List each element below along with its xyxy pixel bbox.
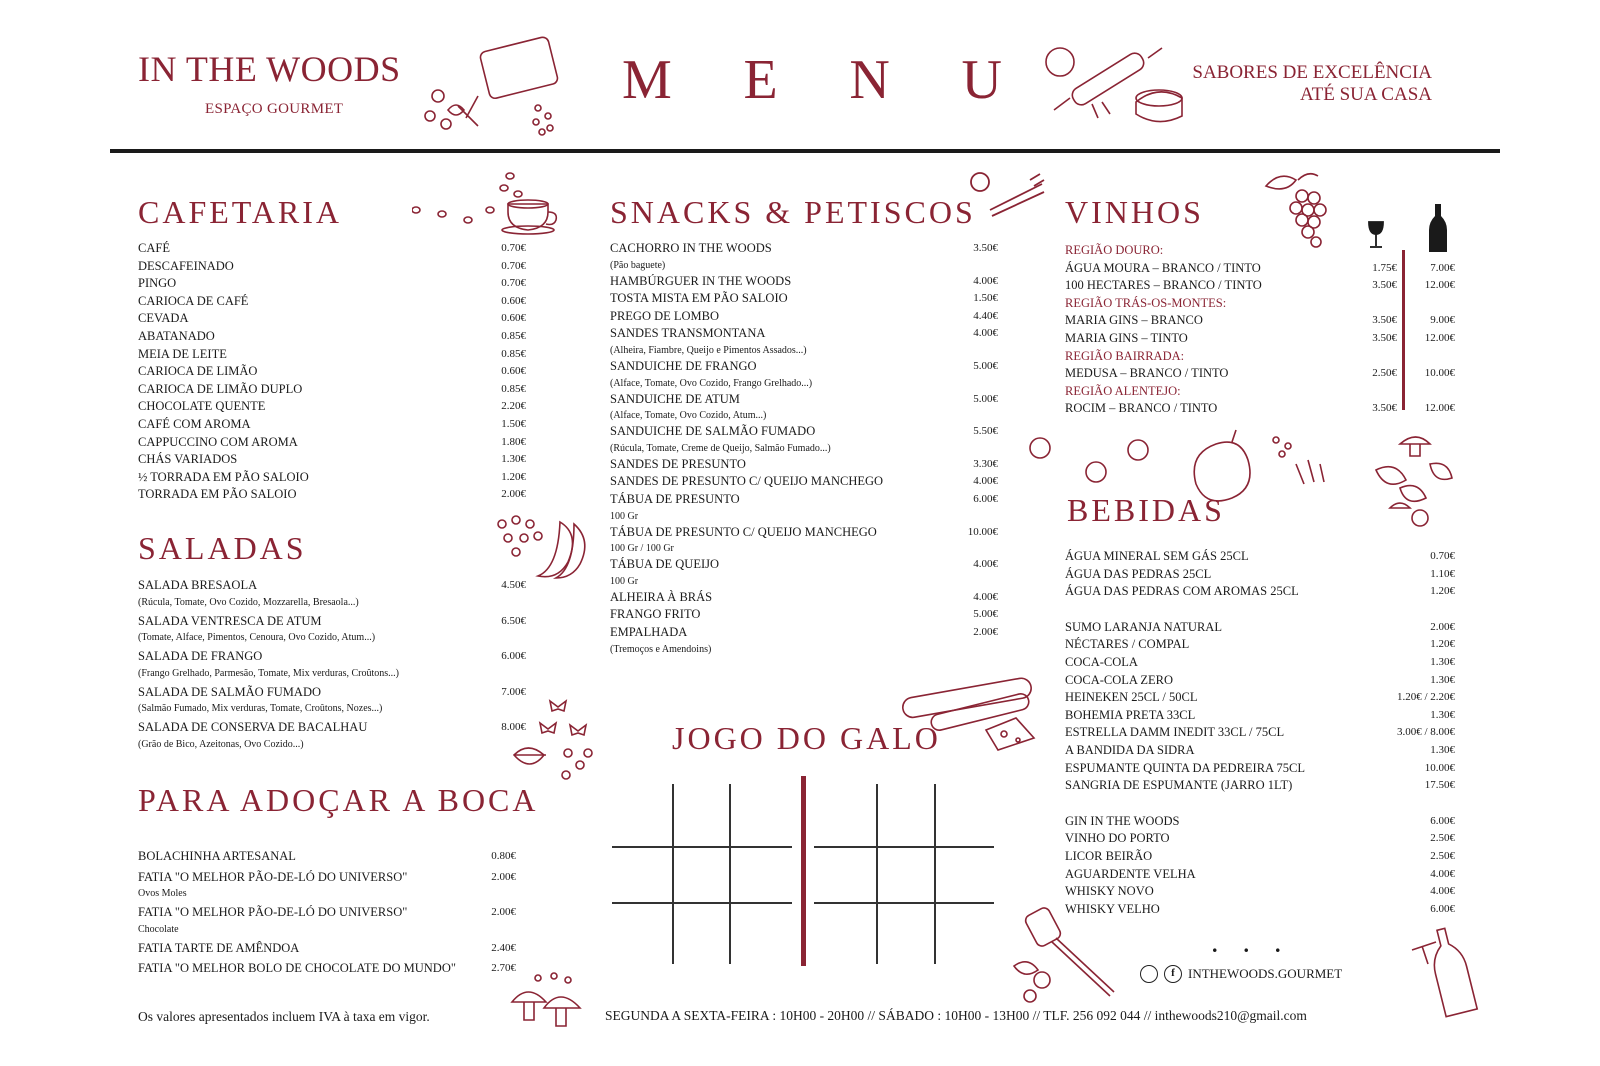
- menu-item: [138, 940, 516, 958]
- item-name: SALADA BRESAOLA: [138, 578, 258, 592]
- wine-item: [1065, 400, 1455, 418]
- drink-price: 1.10€: [1430, 567, 1455, 580]
- item-name: TOSTA MISTA EM PÃO SALOIO: [610, 291, 788, 306]
- item-name: FATIA "O MELHOR PÃO-DE-LÓ DO UNIVERSO": [138, 905, 408, 920]
- menu-item: [610, 358, 998, 391]
- menu-item: [610, 240, 998, 273]
- drink-price: 1.30€: [1430, 655, 1455, 668]
- menu-letter: M: [622, 49, 672, 111]
- item-name: SANDES DE PRESUNTO C/ QUEIJO MANCHEGO: [610, 474, 884, 489]
- item-price: 0.60€: [501, 312, 526, 325]
- saladas-heading: SALADAS: [138, 530, 307, 566]
- header-divider: [110, 149, 1500, 153]
- item-name: DESCAFEINADO: [138, 258, 234, 273]
- drink-item: [1065, 777, 1455, 795]
- item-description: 100 Gr: [610, 510, 639, 522]
- wine-glass-price: 3.50€: [1372, 314, 1397, 327]
- item-name: PINGO: [138, 276, 177, 291]
- drink-name: SANGRIA DE ESPUMANTE (JARRO 1LT): [1065, 778, 1293, 793]
- board-line: [876, 784, 878, 964]
- item-price: 2.00€: [501, 488, 526, 501]
- item-name: CAFÉ: [138, 241, 170, 255]
- item-name: SANDES TRANSMONTANA: [610, 326, 766, 341]
- item-price: 0.70€: [501, 242, 526, 254]
- drink-name: COCA-COLA: [1065, 654, 1138, 669]
- menu-item: [610, 456, 998, 474]
- menu-item: [138, 869, 516, 902]
- slogan: [1192, 62, 1432, 106]
- item-name: CAFÉ COM AROMA: [138, 416, 251, 431]
- wine-bottle-price: 10.00€: [1424, 367, 1455, 380]
- item-price: 1.30€: [501, 453, 526, 466]
- menu-item: [138, 310, 526, 328]
- drink-item: [1065, 566, 1455, 584]
- menu-item: [138, 904, 516, 937]
- item-description: (Grão de Bico, Azeitonas, Ovo Cozido...): [138, 738, 304, 750]
- item-name: SALADA DE SALMÃO FUMADO: [138, 684, 322, 699]
- drink-item: [1065, 583, 1455, 601]
- item-name: BOLACHINHA ARTESANAL: [138, 849, 296, 863]
- menu-item: [138, 648, 526, 681]
- board-line: [814, 902, 994, 904]
- board-line: [672, 784, 674, 964]
- menu-item: [138, 258, 526, 276]
- drink-name: AGUARDENTE VELHA: [1065, 866, 1196, 881]
- item-description: (Frango Grelhado, Parmesão, Tomate, Mix verduras, Croûtons...): [138, 667, 400, 679]
- drink-item: [1065, 707, 1455, 725]
- drink-price: 17.50€: [1424, 779, 1455, 792]
- drink-name: ÁGUA DAS PEDRAS COM AROMAS 25CL: [1065, 584, 1299, 599]
- item-price: 1.80€: [501, 435, 526, 448]
- doces-list: [138, 848, 516, 981]
- drink-price: 6.00€: [1430, 902, 1455, 915]
- wine-item: [1065, 260, 1455, 278]
- drink-item: [1065, 866, 1455, 884]
- drink-name: ÁGUA MINERAL SEM GÁS 25CL: [1065, 549, 1249, 563]
- drink-price: 10.00€: [1424, 761, 1455, 774]
- drink-name: A BANDIDA DA SIDRA: [1065, 742, 1195, 757]
- item-name: SANDUICHE DE SALMÃO FUMADO: [610, 424, 816, 439]
- menu-item: [138, 275, 526, 293]
- item-name: SALADA DE CONSERVA DE BACALHAU: [138, 720, 368, 735]
- item-description: Ovos Moles: [138, 888, 187, 900]
- menu-item: [610, 606, 998, 624]
- item-name: CARIOCA DE LIMÃO: [138, 364, 258, 379]
- instagram-icon[interactable]: [1140, 965, 1158, 983]
- drink-name: BOHEMIA PRETA 33CL: [1065, 707, 1196, 722]
- drink-name: VINHO DO PORTO: [1065, 831, 1170, 846]
- menu-item: [138, 451, 526, 469]
- item-price: 4.00€: [973, 590, 998, 603]
- item-price: 2.20€: [501, 400, 526, 413]
- wine-bottle-price: 12.00€: [1424, 402, 1455, 415]
- item-price: 0.85€: [501, 382, 526, 395]
- item-name: CAPPUCCINO COM AROMA: [138, 434, 298, 449]
- item-description: (Pão baguete): [610, 259, 666, 271]
- mushroom-icon: [508, 972, 588, 1032]
- wine-item: [1065, 312, 1455, 330]
- menu-item: [138, 719, 526, 752]
- menu-item: [138, 577, 526, 610]
- drink-price: 2.00€: [1430, 620, 1455, 633]
- drink-price: 1.30€: [1430, 708, 1455, 721]
- menu-item: [610, 273, 998, 291]
- item-name: CARIOCA DE CAFÉ: [138, 293, 249, 308]
- item-description: (Alheira, Fiambre, Queijo e Pimentos Assados...): [610, 344, 807, 356]
- drink-item: [1065, 619, 1455, 637]
- menu-item: [138, 960, 516, 978]
- item-price: 4.00€: [973, 475, 998, 488]
- brand-title: IN THE WOODS: [138, 49, 401, 89]
- cafetaria-heading: CAFETARIA: [138, 194, 342, 230]
- board-line: [612, 902, 792, 904]
- drink-name: GIN IN THE WOODS: [1065, 813, 1180, 828]
- wine-region: REGIÃO ALENTEJO:: [1065, 383, 1181, 398]
- menu-item: [610, 491, 998, 524]
- drink-item: [1065, 636, 1455, 654]
- item-price: 2.40€: [491, 941, 516, 954]
- item-price: 4.40€: [973, 309, 998, 322]
- drink-item: [1065, 689, 1455, 707]
- wine-region: REGIÃO TRÁS-OS-MONTES:: [1065, 295, 1227, 310]
- group-gap: [1065, 601, 1455, 619]
- snacks-heading: SNACKS & PETISCOS: [610, 194, 976, 230]
- herbs-icon: [1370, 430, 1460, 530]
- drink-price: 6.00€: [1430, 814, 1455, 827]
- drink-item: [1065, 760, 1455, 778]
- item-name: FATIA "O MELHOR BOLO DE CHOCOLATE DO MUNDO": [138, 961, 456, 976]
- pepper-icon: [496, 514, 596, 584]
- more-dots: ...: [1212, 932, 1307, 957]
- item-price: 4.00€: [973, 274, 998, 287]
- drink-price: 4.00€: [1430, 885, 1455, 898]
- drink-name: ESTRELLA DAMM INEDIT 33CL / 75CL: [1065, 725, 1285, 740]
- board-line: [729, 784, 731, 964]
- wine-bottle-price: 12.00€: [1424, 331, 1455, 344]
- item-description: (Tremoços e Amendoins): [610, 643, 712, 655]
- spatula-icon: [1012, 906, 1122, 1006]
- item-price: 0.70€: [501, 277, 526, 290]
- fork-knife-icon: [968, 170, 1048, 220]
- drink-item: [1065, 830, 1455, 848]
- drink-item: [1065, 848, 1455, 866]
- item-price: 6.00€: [973, 492, 998, 505]
- wine-glass-price: 3.50€: [1372, 279, 1397, 292]
- drink-price: 1.30€: [1430, 673, 1455, 686]
- cafetaria-list: [138, 240, 526, 504]
- wine-region: REGIÃO DOURO:: [1065, 243, 1164, 257]
- drink-name: COCA-COLA ZERO: [1065, 672, 1173, 687]
- jogo-heading: JOGO DO GALO: [672, 720, 941, 756]
- slogan-line: SABORES DE EXCELÊNCIA: [1192, 62, 1432, 83]
- email-link[interactable]: inthewoods210@gmail.com: [1154, 1008, 1307, 1023]
- item-name: TORRADA EM PÃO SALOIO: [138, 487, 297, 502]
- wine-name: ROCIM – BRANCO / TINTO: [1065, 401, 1218, 416]
- item-description: (Tomate, Alface, Pimentos, Cenoura, Ovo Cozido, Atum...): [138, 632, 376, 644]
- drink-price: 2.50€: [1430, 849, 1455, 862]
- item-price: 5.00€: [973, 392, 998, 405]
- social-links: [1140, 965, 1342, 983]
- menu-item: [138, 416, 526, 434]
- vinhos-list: [1065, 242, 1455, 418]
- menu-item: [610, 624, 998, 657]
- drink-name: SUMO LARANJA NATURAL: [1065, 619, 1222, 634]
- menu-item: [138, 328, 526, 346]
- menu-item: [610, 556, 998, 589]
- item-name: PREGO DE LOMBO: [610, 308, 720, 323]
- drink-name: NÉCTARES / COMPAL: [1065, 637, 1190, 652]
- drink-price: 2.50€: [1430, 832, 1455, 845]
- item-name: ABATANADO: [138, 328, 215, 343]
- item-price: 6.00€: [501, 650, 526, 663]
- item-description: (Rúcula, Tomate, Creme de Queijo, Salmão Fumado...): [610, 442, 831, 454]
- item-price: 0.85€: [501, 347, 526, 360]
- grapes-icon: [1262, 166, 1338, 250]
- brand-subtitle: ESPAÇO GOURMET: [205, 101, 344, 117]
- slogan-line: ATÉ SUA CASA: [1300, 84, 1432, 105]
- menu-item: [138, 346, 526, 364]
- item-price: 8.00€: [501, 721, 526, 734]
- item-name: TÁBUA DE PRESUNTO C/ QUEIJO MANCHEGO: [610, 524, 877, 539]
- menu-letter: N: [849, 49, 890, 111]
- drink-price: 3.00€ / 8.00€: [1396, 726, 1455, 739]
- item-price: 2.00€: [491, 906, 516, 919]
- item-name: FATIA "O MELHOR PÃO-DE-LÓ DO UNIVERSO": [138, 869, 408, 884]
- wine-item: [1065, 277, 1455, 295]
- item-name: ALHEIRA À BRÁS: [610, 589, 713, 604]
- wine-glass-price: 1.75€: [1372, 261, 1397, 274]
- item-price: 4.50€: [501, 579, 526, 591]
- facebook-icon[interactable]: f: [1164, 965, 1182, 983]
- drink-name: ÁGUA DAS PEDRAS 25CL: [1065, 566, 1212, 581]
- item-name: CARIOCA DE LIMÃO DUPLO: [138, 381, 303, 396]
- drink-price: 1.20€: [1430, 585, 1455, 598]
- menu-item: [138, 684, 526, 717]
- item-description: 100 Gr / 100 Gr: [610, 543, 674, 555]
- opening-hours: [605, 1008, 1307, 1024]
- item-price: 0.60€: [501, 294, 526, 307]
- menu-item: [610, 473, 998, 491]
- bebidas-heading: BEBIDAS: [1067, 492, 1225, 528]
- menu-item: [610, 423, 998, 456]
- drink-price: 1.20€ / 2.20€: [1396, 691, 1455, 704]
- wine-glass-price: 3.50€: [1372, 402, 1397, 415]
- drink-price: 1.20€: [1430, 638, 1455, 651]
- wine-name: 100 HECTARES – BRANCO / TINTO: [1065, 278, 1262, 293]
- wine-name: MARIA GINS – TINTO: [1065, 330, 1188, 345]
- menu-item: [610, 308, 998, 326]
- item-price: 0.60€: [501, 365, 526, 378]
- item-name: SANDUICHE DE FRANGO: [610, 358, 757, 373]
- board-line: [934, 784, 936, 964]
- item-price: 5.50€: [973, 425, 998, 438]
- drink-item: [1065, 742, 1455, 760]
- wine-glass-price: 3.50€: [1372, 331, 1397, 344]
- doces-heading: PARA ADOÇAR A BOCA: [138, 782, 539, 818]
- social-handle[interactable]: INTHEWOODS.GOURMET: [1188, 966, 1343, 981]
- item-name: FRANGO FRITO: [610, 607, 701, 622]
- item-price: 0.85€: [501, 329, 526, 342]
- item-name: CHOCOLATE QUENTE: [138, 399, 266, 414]
- wine-name: MARIA GINS – BRANCO: [1065, 313, 1203, 328]
- drink-item: [1065, 813, 1455, 831]
- item-name: CEVADA: [138, 311, 189, 326]
- item-price: 4.00€: [973, 558, 998, 571]
- wine-glass-price: 2.50€: [1372, 367, 1397, 380]
- item-price: 3.30€: [973, 457, 998, 470]
- drink-item: [1065, 724, 1455, 742]
- wine-name: ÁGUA MOURA – BRANCO / TINTO: [1065, 260, 1261, 275]
- drink-name: WHISKY NOVO: [1065, 884, 1154, 899]
- menu-item: [138, 434, 526, 452]
- item-price: 1.20€: [501, 470, 526, 483]
- menu-item: [138, 848, 516, 866]
- item-price: 0.70€: [501, 259, 526, 272]
- item-description: (Rúcula, Tomate, Ovo Cozido, Mozzarella, Bresaola...): [138, 596, 359, 608]
- menu-letter: U: [961, 49, 1002, 111]
- wine-bottle-price: 7.00€: [1430, 261, 1455, 274]
- rolling-pin-icon: [1040, 40, 1190, 135]
- item-price: 1.50€: [501, 417, 526, 430]
- wine-item: [1065, 365, 1455, 383]
- menu-item: [610, 290, 998, 308]
- item-description: (Alface, Tomate, Ovo Cozido, Frango Grelhado...): [610, 377, 813, 389]
- drink-item: [1065, 672, 1455, 690]
- drink-name: LICOR BEIRÃO: [1065, 848, 1153, 863]
- item-price: 10.00€: [967, 525, 998, 538]
- item-name: FATIA TARTE DE AMÊNDOA: [138, 940, 300, 955]
- item-name: HAMBÚRGUER IN THE WOODS: [610, 273, 792, 288]
- wine-region: REGIÃO BAIRRADA:: [1065, 348, 1185, 363]
- item-name: TÁBUA DE PRESUNTO: [610, 491, 740, 506]
- board-separator: [801, 776, 806, 966]
- item-price: 0.80€: [491, 850, 516, 862]
- saladas-list: [138, 577, 526, 755]
- drink-name: WHISKY VELHO: [1065, 901, 1160, 916]
- item-description: 100 Gr: [610, 575, 639, 587]
- item-price: 2.00€: [973, 625, 998, 638]
- item-price: 2.70€: [491, 962, 516, 975]
- menu-item: [138, 613, 526, 646]
- drink-item: [1065, 901, 1455, 919]
- drink-item: [1065, 883, 1455, 901]
- drink-name: HEINEKEN 25CL / 50CL: [1065, 690, 1198, 705]
- drink-item: [1065, 654, 1455, 672]
- group-gap: [1065, 795, 1455, 813]
- menu-item: [138, 469, 526, 487]
- menu-item: [610, 589, 998, 607]
- item-price: 5.00€: [973, 608, 998, 621]
- item-name: EMPALHADA: [610, 624, 688, 639]
- item-price: 6.50€: [501, 614, 526, 627]
- item-price: 3.50€: [973, 242, 998, 254]
- drink-price: 4.00€: [1430, 867, 1455, 880]
- menu-item: [138, 363, 526, 381]
- item-price: 7.00€: [501, 685, 526, 698]
- item-price: 5.00€: [973, 359, 998, 372]
- menu-item: [138, 381, 526, 399]
- tax-note: Os valores apresentados incluem IVA à taxa em vigor.: [138, 1009, 430, 1024]
- item-name: SALADA DE FRANGO: [138, 649, 263, 664]
- item-name: CHÁS VARIADOS: [138, 452, 238, 467]
- bebidas-list: [1065, 548, 1455, 918]
- menu-letter: E: [743, 49, 778, 111]
- snacks-list: [610, 240, 998, 657]
- vinhos-heading: VINHOS: [1065, 194, 1204, 230]
- item-name: TÁBUA DE QUEIJO: [610, 557, 720, 572]
- wine-bottle-price: 9.00€: [1430, 314, 1455, 327]
- bottle-corkscrew-icon: [1408, 926, 1488, 1022]
- item-name: MEIA DE LEITE: [138, 346, 227, 361]
- cutting-board-icon: [418, 36, 578, 136]
- hours-text: SEGUNDA A SEXTA-FEIRA : 10H00 - 20H00 // SÁBADO : 10H00 - 13H00 // TLF. 256 092 044 //: [605, 1008, 1152, 1023]
- menu-item: [610, 524, 998, 557]
- board-line: [814, 846, 994, 848]
- drink-price: 0.70€: [1430, 550, 1455, 562]
- drink-name: ESPUMANTE QUINTA DA PEDREIRA 75CL: [1065, 760, 1305, 775]
- item-price: 2.00€: [491, 870, 516, 883]
- item-name: ½ TORRADA EM PÃO SALOIO: [138, 469, 309, 484]
- menu-item: [610, 391, 998, 424]
- wine-item: [1065, 330, 1455, 348]
- item-name: CACHORRO IN THE WOODS: [610, 241, 772, 255]
- item-price: 4.00€: [973, 327, 998, 340]
- item-price: 1.50€: [973, 292, 998, 305]
- item-name: SANDES DE PRESUNTO: [610, 456, 746, 471]
- board-line: [612, 846, 792, 848]
- wine-name: MEDUSA – BRANCO / TINTO: [1065, 366, 1229, 381]
- item-name: SANDUICHE DE ATUM: [610, 391, 740, 406]
- menu-item: [138, 240, 526, 258]
- menu-item: [138, 293, 526, 311]
- menu-item: [138, 398, 526, 416]
- wine-bottle-price: 12.00€: [1424, 279, 1455, 292]
- item-name: SALADA VENTRESCA DE ATUM: [138, 613, 322, 628]
- item-description: (Alface, Tomate, Ovo Cozido, Atum...): [610, 410, 767, 422]
- menu-item: [138, 486, 526, 504]
- pasta-leaf-icon: [510, 695, 605, 790]
- drink-item: [1065, 548, 1455, 566]
- drink-price: 1.30€: [1430, 743, 1455, 756]
- item-description: Chocolate: [138, 923, 179, 935]
- coffee-cup-icon: [412, 168, 562, 238]
- menu-title: [622, 48, 1002, 112]
- menu-item: [610, 325, 998, 358]
- item-description: (Salmão Fumado, Mix verduras, Tomate, Croûtons, Nozes...): [138, 703, 383, 715]
